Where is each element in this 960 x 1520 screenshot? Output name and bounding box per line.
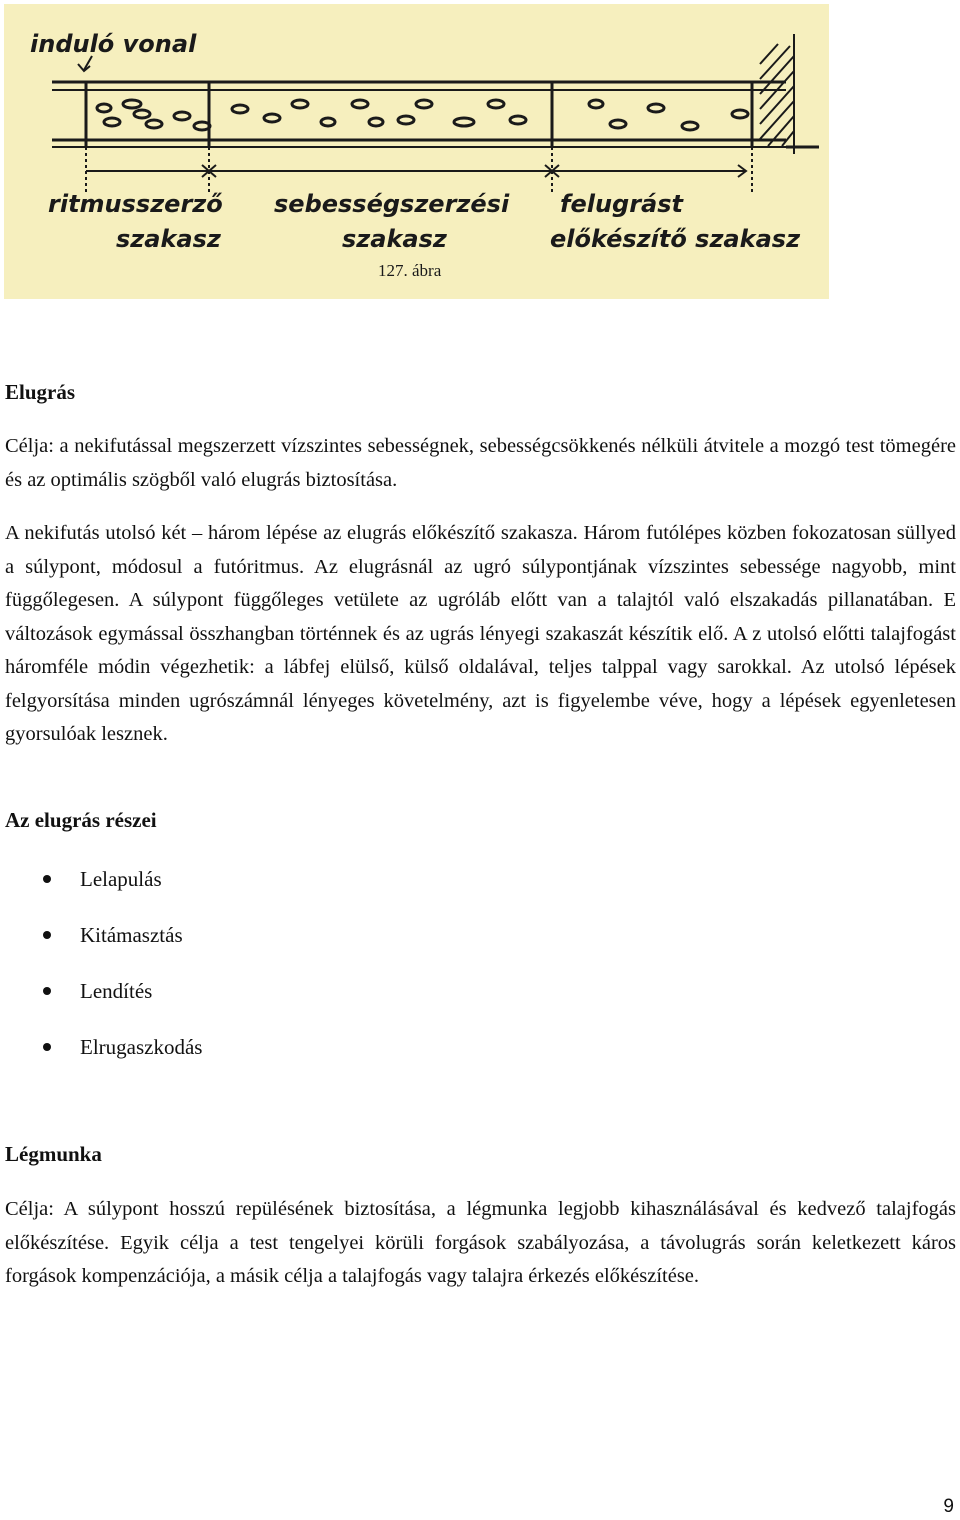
bullet-icon bbox=[43, 931, 51, 939]
start-line-label: induló vonal bbox=[30, 30, 197, 58]
page-number: 9 bbox=[943, 1496, 954, 1517]
figure-caption: 127. ábra bbox=[378, 261, 442, 280]
list-item-label: Lelapulás bbox=[80, 867, 162, 891]
list-item bbox=[0, 862, 202, 918]
list-item bbox=[0, 1030, 202, 1086]
phase2-label-line2: szakasz bbox=[342, 225, 447, 253]
section-title-elugras-reszei: Az elugrás részei bbox=[5, 808, 157, 832]
elugras-parts-list bbox=[0, 862, 202, 1086]
elugras-paragraph-1: Célja: a nekifutással megszerzett vízszintes sebességnek, sebességcsökkenés nélküli átvitele a mozgó test tömegére és az optimális szögből való elugrás biztosítása. bbox=[5, 435, 956, 491]
phase1-label-line2: szakasz bbox=[116, 225, 221, 253]
list-item-label: Lendítés bbox=[80, 979, 153, 1003]
list-item bbox=[0, 974, 202, 1030]
phase3-label-line1: felugrást bbox=[560, 190, 683, 218]
list-item-label: Kitámasztás bbox=[80, 923, 183, 947]
bullet-icon bbox=[43, 987, 51, 995]
phase2-label-line1: sebességszerzési bbox=[274, 190, 510, 218]
list-item-label: Elrugaszkodás bbox=[80, 1035, 203, 1059]
section-title-legmunka: Légmunka bbox=[5, 1142, 102, 1166]
phase1-label-line1: ritmusszerző bbox=[48, 190, 223, 218]
runway-figure bbox=[4, 4, 829, 299]
bullet-icon bbox=[43, 875, 51, 883]
bullet-icon bbox=[43, 1043, 51, 1051]
list-item bbox=[0, 918, 202, 974]
phase3-label-line2: előkészítő szakasz bbox=[550, 225, 801, 253]
elugras-paragraph-2: A nekifutás utolsó két – három lépése az elugrás előkészítő szakasza. Három futólépes közben fokozatosan süllyed a súlypont, módosul a futóritmus. Az elugrásnál az ugró súlypontjának vízszintes sebessége nagyobb, mint függőlegesen. A súlypont függőleges vetülete az ugróláb előtt van a talajtól való elszakadás pillanatában. E változások egymással összhangban történnek és az ugrás lényegi szakaszát készítik elő. A z utolsó előtti talajfogást háromféle módin végezhetik: a lábfej elülső, külső oldalával, teljes talppal vagy sarokkal. Az utolsó lépések felgyorsítása minden ugrószámnál lényeges követelmény, azt is figyelembe véve, hogy a lépések egyenletesen gyorsulóak lesznek. bbox=[5, 522, 956, 745]
section-title-elugras: Elugrás bbox=[5, 380, 76, 404]
runway-diagram bbox=[4, 4, 829, 299]
legmunka-paragraph: Célja: A súlypont hosszú repülésének biztosítása, a légmunka legjobb kihasználásával és kedvező talajfogás előkészítése. Egyik célja a test tengelyei körüli forgások szabályozása, a távolugrás során keletkezett káros forgások kompenzációja, a másik célja a talajfogás vagy talajra érkezés előkészítése. bbox=[5, 1198, 956, 1287]
